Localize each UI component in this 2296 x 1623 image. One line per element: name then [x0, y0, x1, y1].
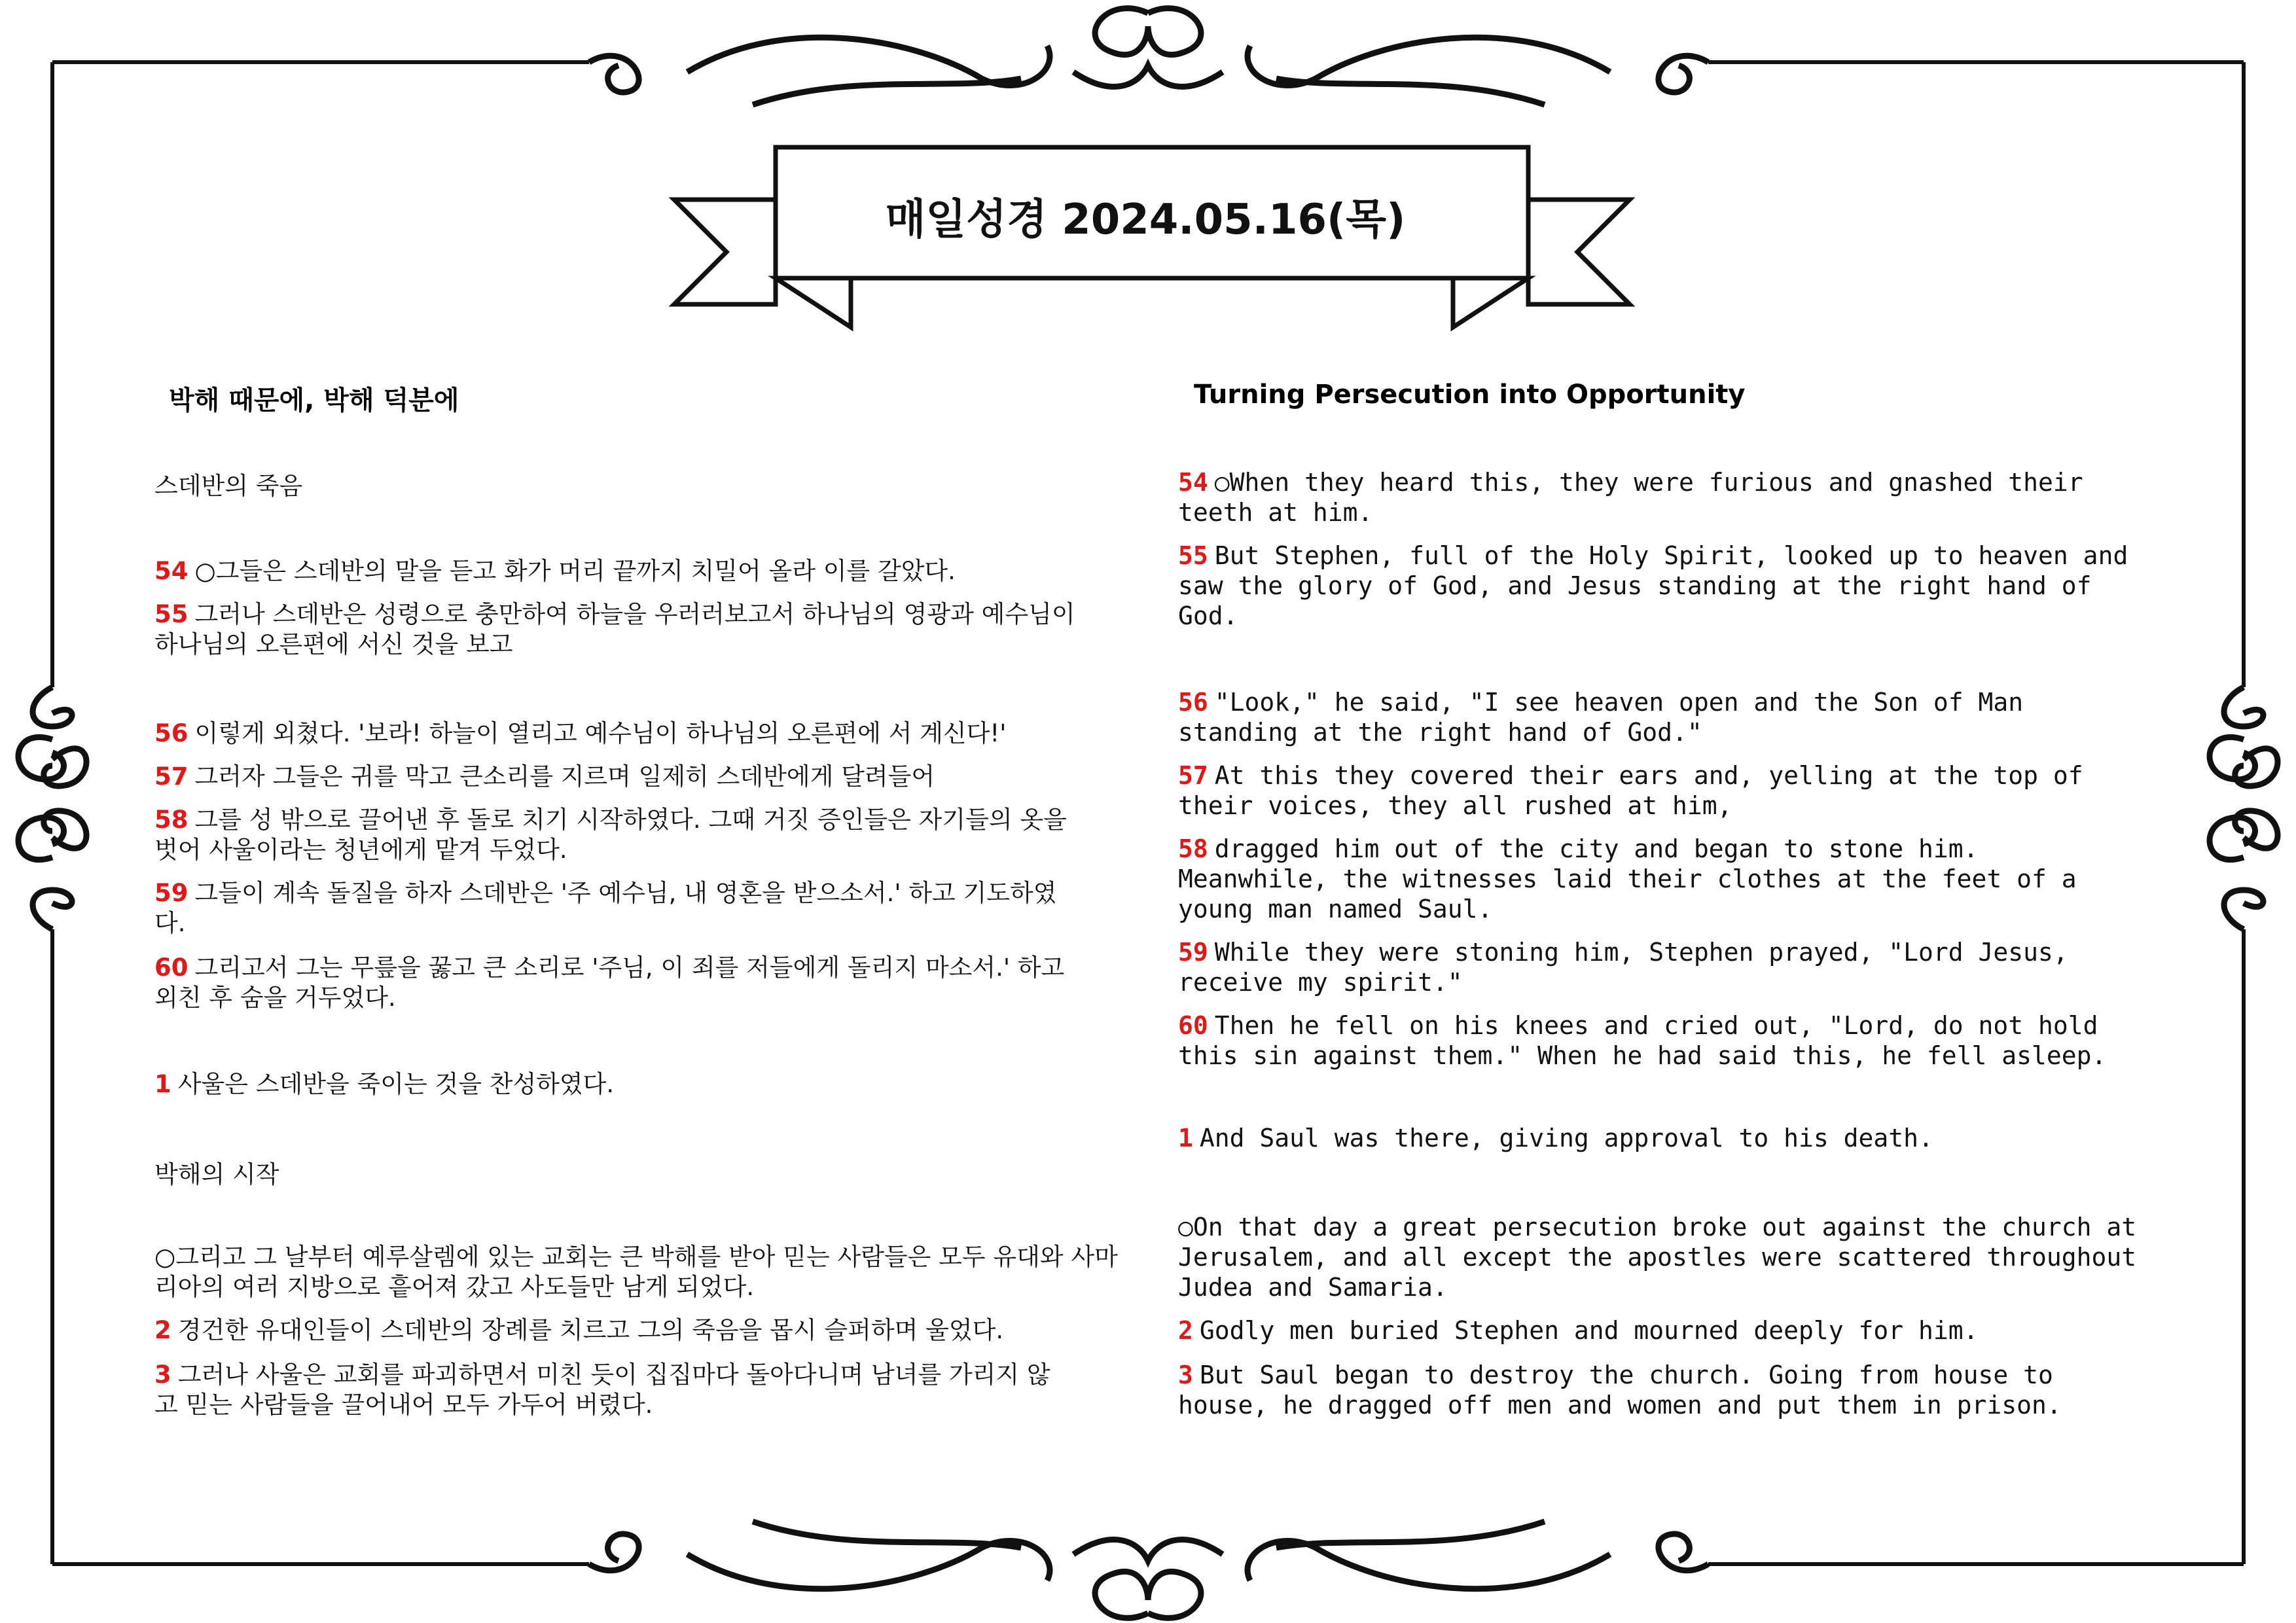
verse-en-intro: ○On that day a great persecution broke out against the church at Jerusalem, and all except the apostles were scattered throughout Judea and Samaria. [1178, 1213, 2137, 1302]
verse-kr-59: 59 그들이 계속 돌질을 하자 스데반은 '주 예수님, 내 영혼을 받으소서.' 하고 기도하였다. [154, 879, 1057, 937]
verse-en-58: 58 dragged him out of the city and began to stone him. Meanwhile, the witnesses laid their clothes at the feet of a young man named Saul. [1178, 834, 2077, 923]
page-title: 매일성경 2024.05.16(목) [885, 196, 1406, 244]
verse-kr-58: 58 그를 성 밖으로 끌어낸 후 돌로 치기 시작하였다. 그때 거짓 증인들은 자기들의 옷을 벗어 사울이라는 청년에게 맡겨 두었다. [154, 806, 1067, 864]
verse-en-57: 57 At this they covered their ears and, yelling at the top of their voices, they all rushed at him, [1178, 761, 2083, 820]
verse-kr-54: 54 ○그들은 스데반의 말을 듣고 화가 머리 끝까지 치밀어 올라 이를 갈았다. [154, 557, 956, 585]
verse-kr-intro: ○그리고 그 날부터 예루살렘에 있는 교회는 큰 박해를 받아 믿는 사람들은 모두 유대와 사마리아의 여러 지방으로 흩어져 갔고 사도들만 남게 되었다. [154, 1243, 1118, 1301]
verse-kr-57: 57 그러자 그들은 귀를 막고 큰소리를 지르며 일제히 스데반에게 달려들어 [154, 762, 935, 791]
verse-en-59: 59 While they were stoning him, Stephen prayed, "Lord Jesus, receive my spirit." [1178, 938, 2068, 997]
verse-en-56: 56 "Look," he said, "I see heaven open and the Son of Man standing at the right hand of God." [1178, 688, 2024, 747]
right-flourish [2210, 687, 2278, 929]
english-heading: Turning Persecution into Opportunity [1194, 380, 1746, 410]
verse-en-60: 60 Then he fell on his knees and cried out, "Lord, do not hold this sin against them." When he had said this, he fell asleep. [1178, 1011, 2107, 1070]
verse-kr-60: 60 그리고서 그는 무릎을 꿇고 큰 소리로 '주님, 이 죄를 저들에게 돌리지 마소서.' 하고 외친 후 숨을 거두었다. [154, 954, 1065, 1012]
left-flourish [18, 687, 86, 929]
korean-heading: 박해 때문에, 박해 덕분에 [169, 385, 459, 416]
verse-kr-56: 56 이렇게 외쳤다. '보라! 하늘이 열리고 예수님이 하나님의 오른편에 서 계신다!' [154, 719, 1007, 747]
section-title-persecution-begins: 박해의 시작 [154, 1160, 279, 1188]
verse-en-54: 54 ○When they heard this, they were furious and gnashed their teeth at him. [1178, 468, 2083, 527]
verse-en-3: 3 But Saul began to destroy the church. Going from house to house, he dragged off men and women and put them in prison. [1178, 1361, 2062, 1419]
verse-kr-55: 55 그러나 스데반은 성령으로 충만하여 하늘을 우러러보고서 하나님의 영광과 예수님이 하나님의 오른편에 서신 것을 보고 [154, 600, 1075, 658]
verse-kr-3: 3 그러나 사울은 교회를 파괴하면서 미친 듯이 집집마다 돌아다니며 남녀를 가리지 않고 믿는 사람들을 끌어내어 모두 가두어 버렸다. [154, 1361, 1050, 1419]
top-flourish [589, 9, 1708, 105]
bottom-flourish [589, 1522, 1708, 1618]
verse-kr-2: 2 경건한 유대인들이 스데반의 장례를 치르고 그의 죽음을 몹시 슬퍼하며 울었다. [154, 1316, 1004, 1344]
verse-kr-1: 1 사울은 스데반을 죽이는 것을 찬성하였다. [154, 1070, 615, 1098]
verse-en-1: 1 And Saul was there, giving approval to his death. [1178, 1124, 1933, 1152]
verse-en-2: 2 Godly men buried Stephen and mourned deeply for him. [1178, 1316, 1979, 1345]
verse-en-55: 55 But Stephen, full of the Holy Spirit, looked up to heaven and saw the glory of God, and Jesus standing at the right hand of God. [1178, 541, 2128, 630]
section-title-death-of-stephen: 스데반의 죽음 [154, 472, 303, 500]
